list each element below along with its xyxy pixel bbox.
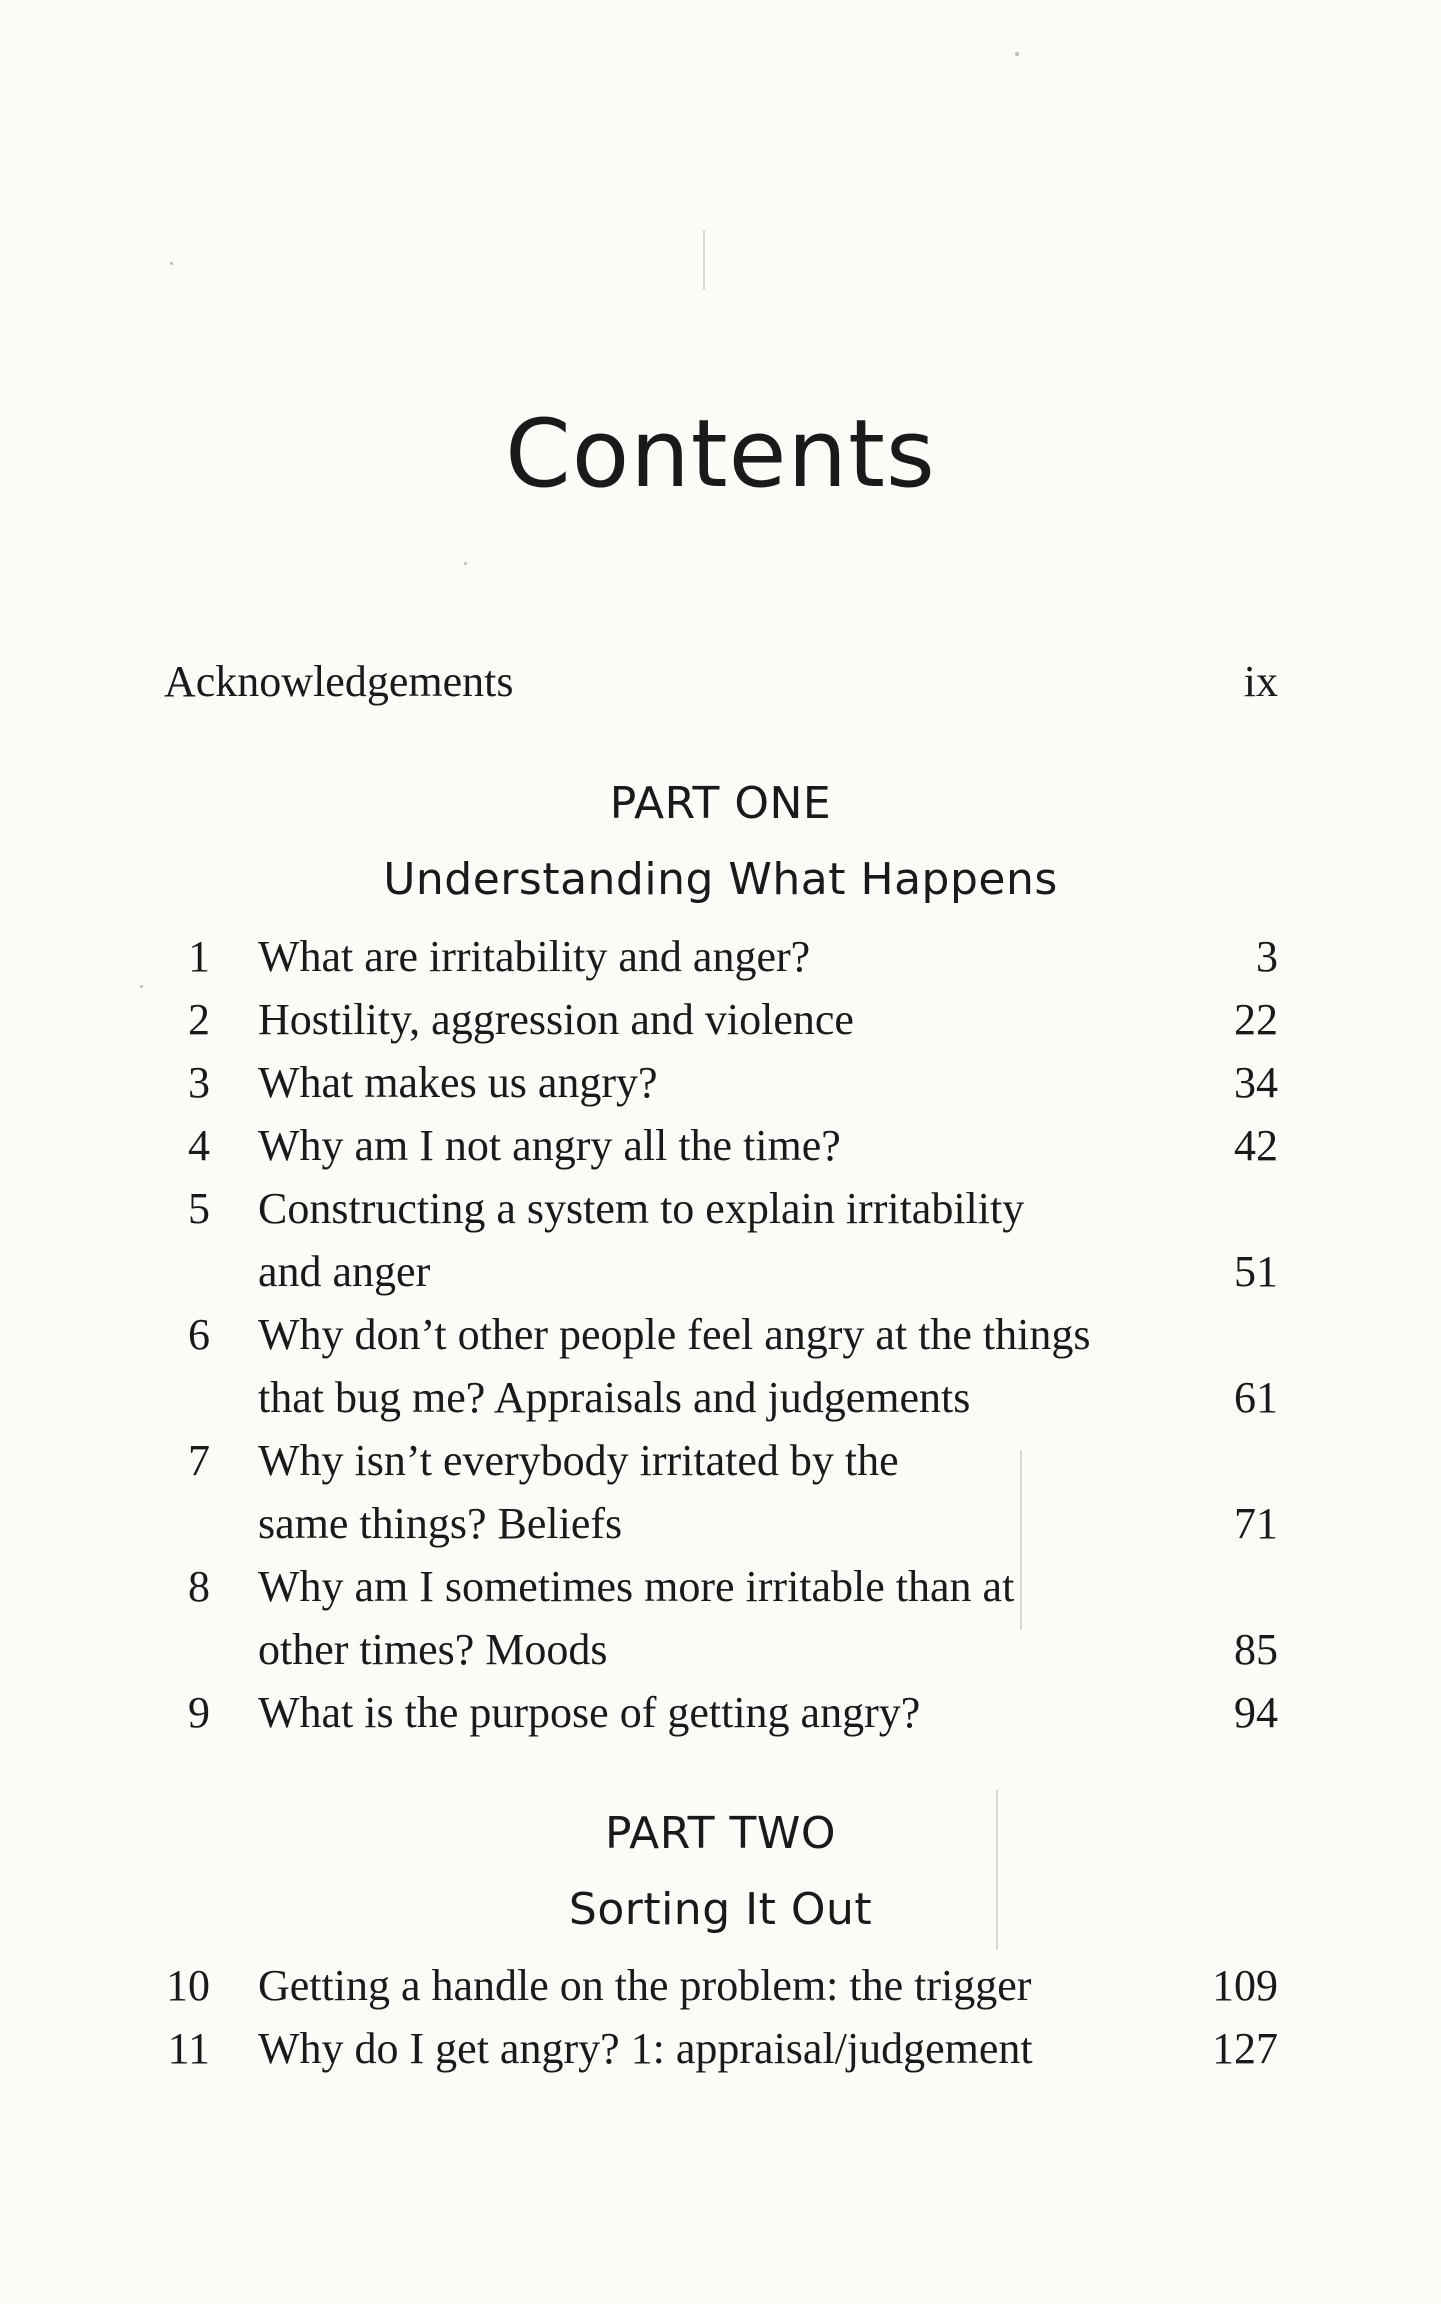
toc-chapter-2[interactable] xyxy=(160,988,1278,1052)
scan-speck xyxy=(1015,52,1019,56)
toc-chapter-6-cont[interactable] xyxy=(160,1366,1278,1430)
chapter-title: Why am I not angry all the time? xyxy=(258,1121,841,1170)
chapter-title: Constructing a system to explain irritability xyxy=(258,1184,1025,1233)
toc-chapter-3[interactable] xyxy=(160,1051,1278,1115)
toc-chapter-8-cont[interactable] xyxy=(160,1618,1278,1682)
toc-page-number: 51 xyxy=(1234,1247,1278,1296)
chapter-number: 11 xyxy=(167,2024,210,2073)
toc-page-number: 34 xyxy=(1234,1058,1278,1107)
toc-page-number: 42 xyxy=(1234,1121,1278,1170)
chapter-number: 4 xyxy=(188,1121,210,1170)
toc-chapter-5-cont[interactable] xyxy=(160,1240,1278,1304)
toc-page-number: 3 xyxy=(1256,932,1278,981)
chapter-number: 1 xyxy=(188,932,210,981)
chapter-number: 6 xyxy=(188,1310,210,1359)
toc-page-number: 127 xyxy=(1212,2024,1278,2073)
chapter-number: 5 xyxy=(188,1184,210,1233)
chapter-title: Why don’t other people feel angry at the things xyxy=(258,1310,1091,1359)
toc-chapter-9[interactable] xyxy=(160,1681,1278,1745)
chapter-title: Why isn’t everybody irritated by the xyxy=(258,1436,899,1485)
toc-page-number: ix xyxy=(1243,657,1278,706)
scan-streak xyxy=(703,230,705,290)
chapter-title-continued: that bug me? Appraisals and judgements xyxy=(258,1373,971,1422)
chapter-title: Why do I get angry? 1: appraisal/judgement xyxy=(258,2024,1033,2073)
chapter-title-continued: same things? Beliefs xyxy=(258,1499,623,1548)
toc-page-number: 71 xyxy=(1234,1499,1278,1548)
chapter-title-continued: and anger xyxy=(258,1247,431,1296)
chapter-title: What makes us angry? xyxy=(258,1058,658,1107)
part-two-label: PART TWO xyxy=(604,1808,837,1859)
toc-page-number: 94 xyxy=(1234,1688,1278,1737)
scan-speck xyxy=(464,562,467,565)
toc-chapter-4[interactable] xyxy=(160,1114,1278,1178)
part-one-subtitle: Understanding What Happens xyxy=(383,854,1058,905)
scan-speck xyxy=(170,262,173,265)
chapter-title: Getting a handle on the problem: the trigger xyxy=(258,1961,1032,2010)
toc-entry-acknowledgements[interactable] xyxy=(160,650,1278,714)
toc-page-number: 109 xyxy=(1212,1961,1278,2010)
toc-chapter-7[interactable] xyxy=(160,1429,1278,1493)
chapter-number: 3 xyxy=(188,1058,210,1107)
toc-chapter-7-cont[interactable] xyxy=(160,1492,1278,1556)
toc-page-number: 85 xyxy=(1234,1625,1278,1674)
toc-page-number: 61 xyxy=(1234,1373,1278,1422)
chapter-number: 9 xyxy=(188,1688,210,1737)
toc-chapter-10[interactable] xyxy=(160,1954,1278,2018)
chapter-title: Hostility, aggression and violence xyxy=(258,995,854,1044)
chapter-number: 10 xyxy=(166,1961,210,2010)
chapter-number: 8 xyxy=(188,1562,210,1611)
chapter-number: 2 xyxy=(188,995,210,1044)
toc-chapter-5[interactable] xyxy=(160,1177,1278,1241)
page-title: Contents xyxy=(505,400,936,509)
chapter-title: Why am I sometimes more irritable than at xyxy=(258,1562,1015,1611)
toc-chapter-11[interactable] xyxy=(160,2017,1278,2081)
part-two-subtitle: Sorting It Out xyxy=(568,1884,873,1935)
scan-speck xyxy=(140,985,143,988)
chapter-title-continued: other times? Moods xyxy=(258,1625,608,1674)
chapter-title: What are irritability and anger? xyxy=(258,932,811,981)
toc-entry-title: Acknowledgements xyxy=(164,657,514,706)
part-one-label: PART ONE xyxy=(609,778,832,829)
toc-chapter-8[interactable] xyxy=(160,1555,1278,1619)
toc-page-number: 22 xyxy=(1234,995,1278,1044)
chapter-title: What is the purpose of getting angry? xyxy=(258,1688,921,1737)
toc-chapter-1[interactable] xyxy=(160,925,1278,989)
chapter-number: 7 xyxy=(188,1436,210,1485)
toc-chapter-6[interactable] xyxy=(160,1303,1278,1367)
